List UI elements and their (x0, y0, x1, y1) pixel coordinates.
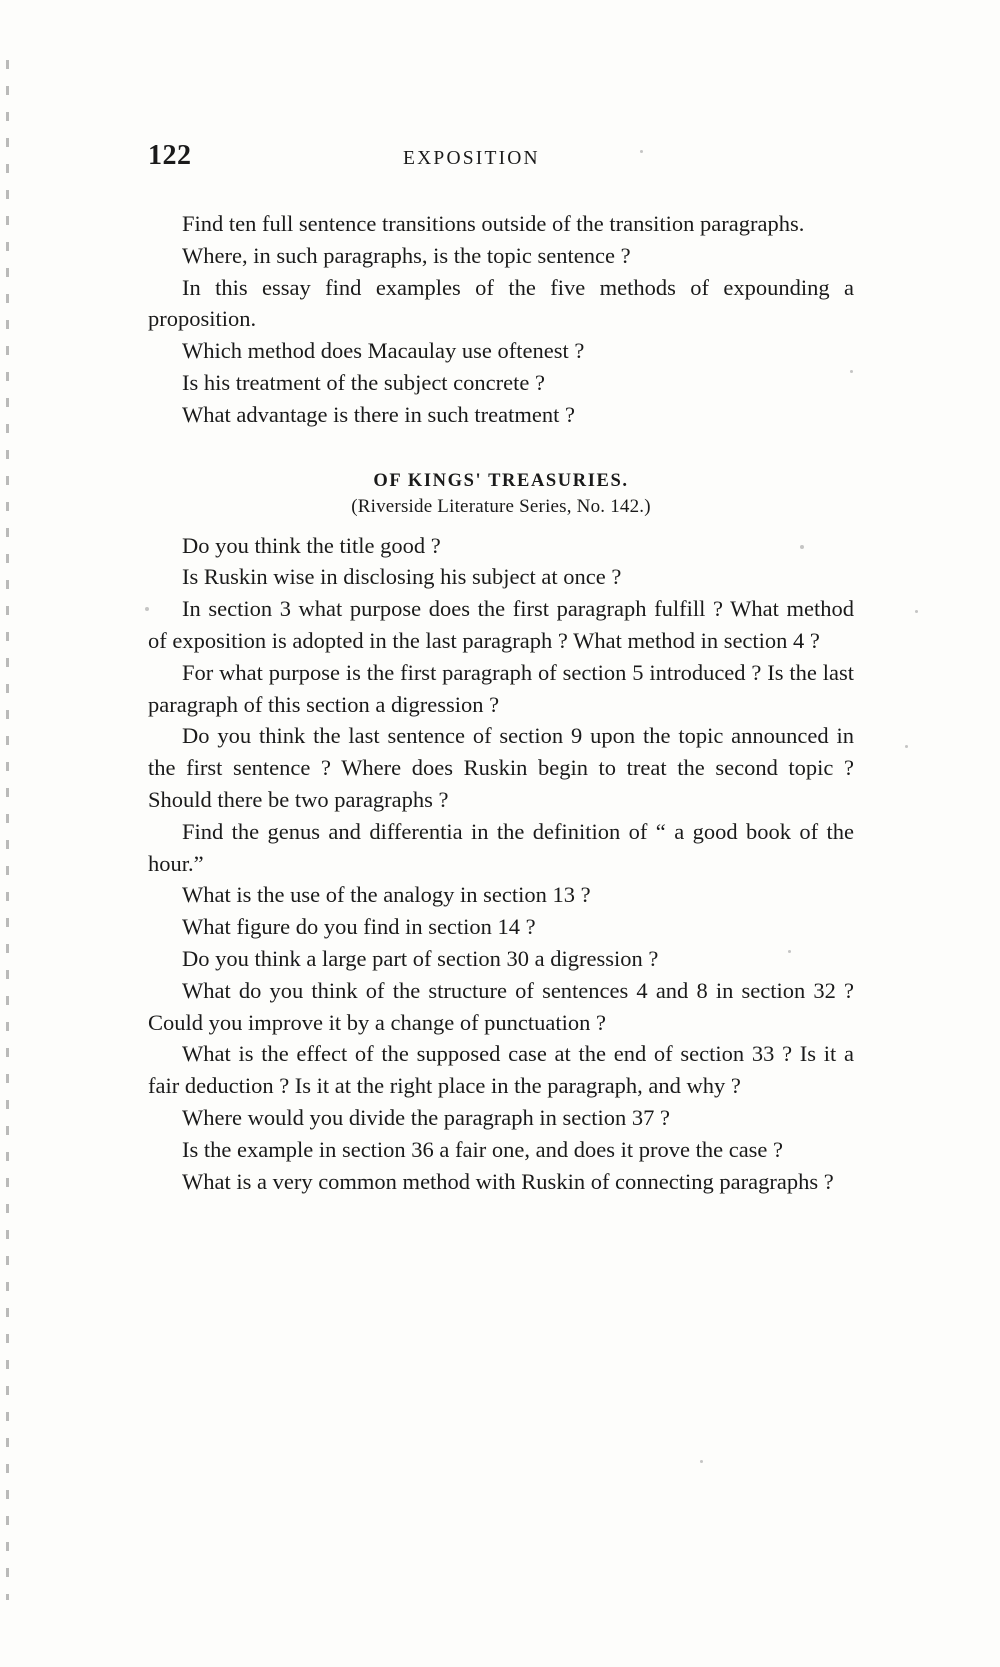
question-item: What is the effect of the supposed case at the end of section 33 ? Is it a fair deduction ? Is it at the right place in the paragraph, and why ? (148, 1041, 854, 1099)
question-item: Where would you divide the paragraph in section 37 ? (182, 1104, 670, 1130)
question-item: For what purpose is the first paragraph of section 5 introduced ? Is the last paragraph of this section a digression ? (148, 659, 854, 717)
question-item: In this essay find examples of the five methods of expounding a proposition. (148, 274, 854, 332)
question-item: Do you think the title good ? (182, 532, 441, 558)
question-item: Is Ruskin wise in disclosing his subject at once ? (182, 564, 622, 590)
scan-speck (915, 610, 918, 613)
question-item: What advantage is there in such treatment ? (182, 401, 575, 427)
question-item: Do you think the last sentence of section 9 upon the topic announced in the first sentence ? Where does Ruskin begin to treat the second topic ? Should there be two paragraphs ? (148, 723, 854, 812)
running-head-title: EXPOSITION (403, 148, 540, 169)
question-item: Find ten full sentence transitions outside of the transition paragraphs. (182, 211, 805, 236)
question-item: Do you think a large part of section 30 a digression ? (182, 945, 659, 971)
scan-edge-artifact (6, 60, 9, 1600)
question-block-exposition (148, 208, 854, 431)
scan-speck (700, 1460, 703, 1463)
question-item: Which method does Macaulay use oftenest ? (182, 338, 585, 364)
question-item: What do you think of the structure of sentences 4 and 8 in section 32 ? Could you improve it by a change of punctuation ? (148, 977, 854, 1035)
question-item: Find the genus and differentia in the definition of “ a good book of the hour.” (148, 818, 854, 876)
question-item: Is the example in section 36 a fair one, and does it prove the case ? (182, 1136, 784, 1162)
page-content (148, 140, 854, 1197)
question-item: Where, in such paragraphs, is the topic sentence ? (182, 242, 631, 268)
scan-speck (905, 745, 908, 748)
question-item: Is his treatment of the subject concrete ? (182, 369, 545, 395)
question-item: What is a very common method with Ruskin of connecting paragraphs ? (182, 1168, 834, 1194)
page-number: 122 (148, 140, 192, 171)
question-item: What is the use of the analogy in section 13 ? (182, 882, 591, 908)
running-header (148, 140, 854, 172)
question-item: In section 3 what purpose does the first paragraph fulfill ? What method of exposition is adopted in the last paragraph ? What method in section 4 ? (148, 596, 854, 653)
question-block-kings-treasuries (148, 530, 854, 1198)
question-item: What figure do you find in section 14 ? (182, 914, 536, 940)
section-heading: OF KINGS' TREASURIES. (373, 470, 629, 491)
section-subheading: (Riverside Literature Series, No. 142.) (351, 495, 651, 517)
